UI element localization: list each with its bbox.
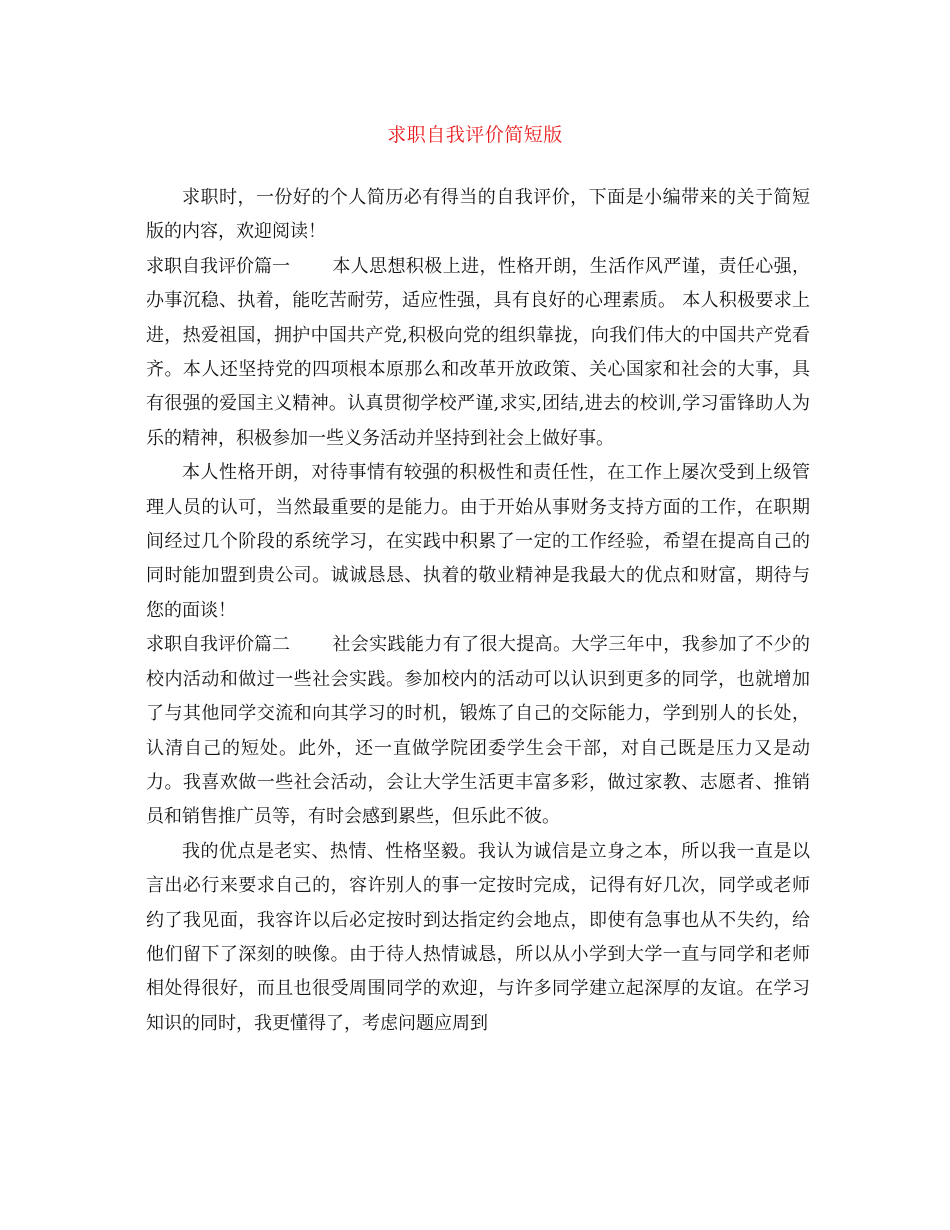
section-1-paragraph-2: 本人性格开朗，对待事情有较强的积极性和责任性，在工作上屡次受到上级管理人员的认可，当然最重要的是能力。由于开始从事财务支持方面的工作，在职期间经过几个阶段的系统学习，在实践中积累了一定的工作经验，希望在提高自己的同时能加盟到贵公司。诚诚恳恳、执着的敬业精神是我最大的优点和财富，期待与您的面谈！: [146, 462, 810, 621]
section-2-paragraph-2: 我的优点是老实、热情、性格坚毅。我认为诚信是立身之本，所以我一直是以言出必行来要求自己的，容许别人的事一定按时完成，记得有好几次，同学或老师约了我见面，我容许以后必定按时到达指定约会地点，即使有急事也从不失约，给他们留下了深刻的映像。由于待人热情诚恳，所以从小学到大学一直与同学和老师相处得很好，而且也很受周围同学的欢迎，与许多同学建立起深厚的友谊。在学习知识的同时，我更懂得了，考虑问题应周到: [146, 840, 810, 1034]
section-1-label: 求职自我评价篇一: [146, 255, 290, 277]
section-2-label: 求职自我评价篇二: [146, 634, 290, 656]
section-1-text: 本人思想积极上进，性格开朗，生活作风严谨，责任心强，办事沉稳、执着，能吃苦耐劳，适应性强，具有良好的心理素质。 本人积极要求上进，热爱祖国，拥护中国共产党,积极向党的组织靠拢，向我们伟大的中国共产党看齐。本人还坚持党的四项根本原那么和改革开放政策、关心国家和社会的大事，具有很强的爱国主义精神。认真贯彻学校严谨,求实,团结,进去的校训,学习雷锋助人为乐的精神，积极参加一些义务活动并坚持到社会上做好事。: [146, 255, 810, 449]
document-title: 求职自我评价简短版: [387, 124, 563, 146]
intro-paragraph: 求职时，一份好的个人简历必有得当的自我评价，下面是小编带来的关于简短版的内容，欢迎阅读！: [146, 187, 810, 243]
section-2-paragraph: [146, 628, 810, 834]
section-2-text: 社会实践能力有了很大提高。大学三年中，我参加了不少的校内活动和做过一些社会实践。参加校内的活动可以认识到更多的同学，也就增加了与其他同学交流和向其学习的时机，锻炼了自己的交际能力，学到别人的长处，认清自己的短处。此外，还一直做学院团委学生会干部，对自己既是压力又是动力。我喜欢做一些社会活动，会让大学生活更丰富多彩，做过家教、志愿者、推销员和销售推广员等，有时会感到累些，但乐此不彼。: [146, 634, 810, 828]
document-body: [146, 181, 810, 1041]
section-1-paragraph: [146, 250, 810, 456]
